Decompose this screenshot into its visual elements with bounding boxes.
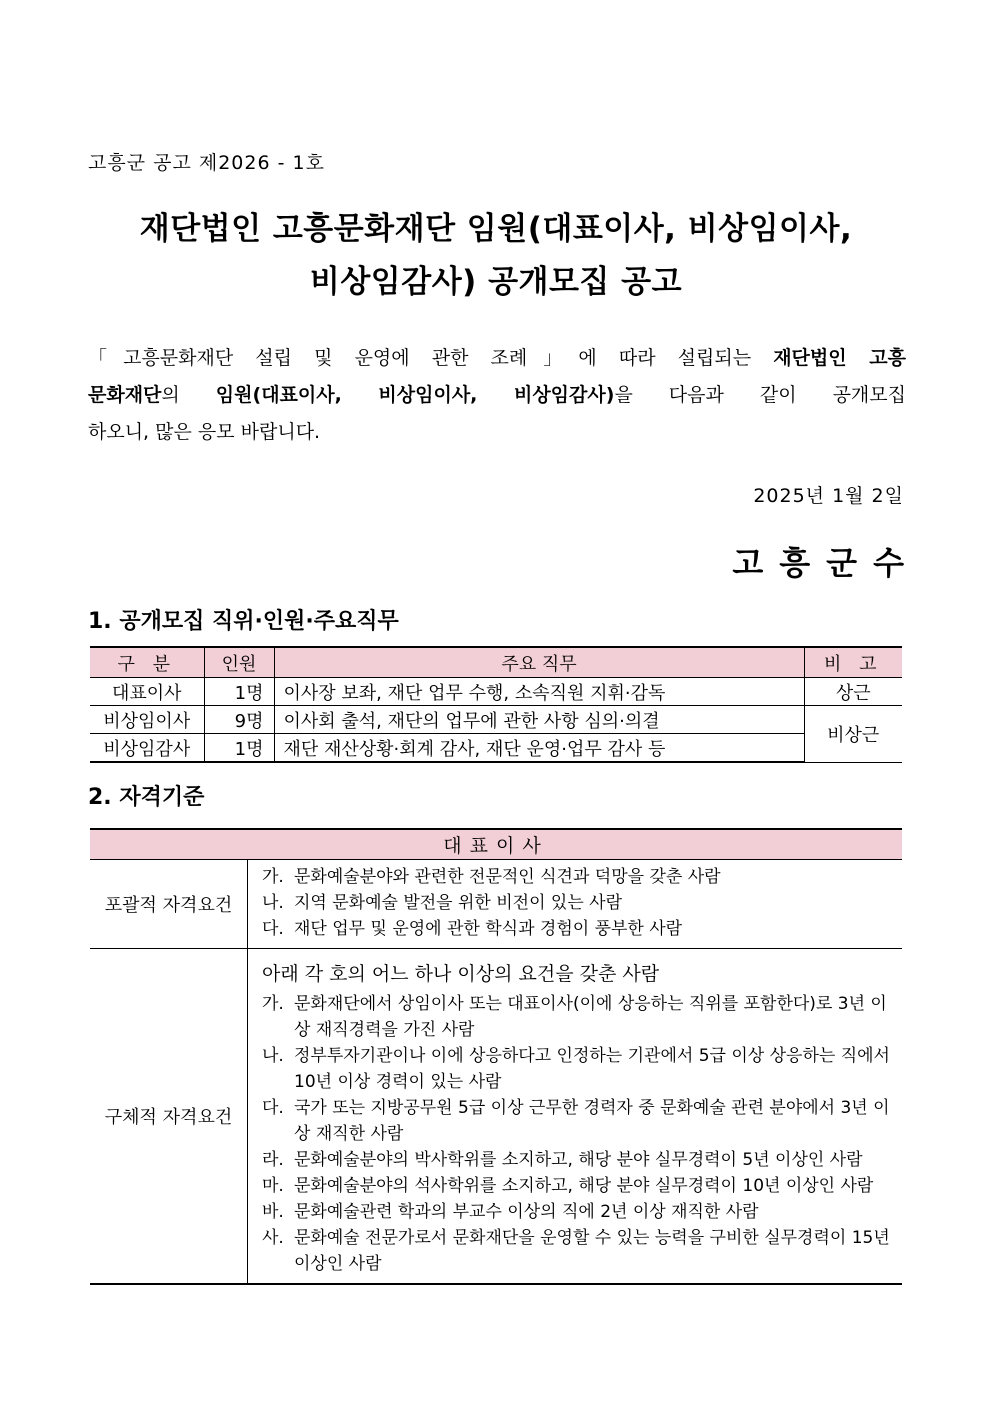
count-cell: 1명 <box>204 678 274 706</box>
column-header: 인원 <box>204 647 274 678</box>
column-header: 비 고 <box>804 647 902 678</box>
count-cell: 1명 <box>204 734 274 763</box>
section-1-heading: 1. 공개모집 직위·인원·주요직무 <box>88 609 399 634</box>
duty-cell: 이사회 출석, 재단의 업무에 관한 사항 심의·의결 <box>274 706 804 734</box>
intro-emphasis: 재단법인 고흥 <box>773 347 906 369</box>
item-text: 문화예술분야와 관련한 전문적인 식견과 덕망을 갖춘 사람 <box>294 867 721 887</box>
intro-text: 을 다음과 같이 공개모집 <box>614 384 906 406</box>
item-marker: 다. <box>262 919 284 939</box>
item-text: 재단 업무 및 운영에 관한 학식과 경험이 풍부한 사람 <box>294 919 683 939</box>
item-text: 문화예술 전문가로서 문화재단을 운영할 수 있는 능력을 구비한 실무경력이 15년 이상인 사람 <box>294 1228 890 1274</box>
table-row <box>90 706 902 734</box>
notice-date: 2025년 1월 2일 <box>753 485 904 507</box>
specific-requirements <box>248 949 903 1285</box>
title-line-1: 재단법인 고흥문화재단 임원(대표이사, 비상임이사, <box>139 211 853 247</box>
general-requirements-label: 포괄적 자격요건 <box>90 860 248 949</box>
item-marker: 다. <box>262 1098 284 1118</box>
title-line-2: 비상임감사) 공개모집 공고 <box>309 264 683 300</box>
count-cell: 9명 <box>204 706 274 734</box>
item-text: 문화예술분야의 석사학위를 소지하고, 해당 분야 실무경력이 10년 이상인 사람 <box>294 1176 874 1196</box>
intro-emphasis: 임원(대표이사, 비상임이사, 비상임감사) <box>215 384 615 406</box>
item-marker: 나. <box>262 1046 284 1066</box>
specific-requirements-label: 구체적 자격요건 <box>90 949 248 1285</box>
intro-text: 의 <box>161 384 216 406</box>
list-item <box>262 1095 892 1147</box>
intro-line-3: 하오니, 많은 응모 바랍니다. <box>88 421 321 443</box>
table-header-row <box>90 647 902 678</box>
position-cell: 비상임이사 <box>90 706 204 734</box>
qualifications-table <box>90 828 902 1285</box>
item-marker: 가. <box>262 994 284 1014</box>
list-item <box>262 1147 892 1173</box>
duty-cell: 이사장 보좌, 재단 업무 수행, 소속직원 지휘·감독 <box>274 678 804 706</box>
item-text: 국가 또는 지방공무원 5급 이상 근무한 경력자 중 문화예술 관련 분야에서 3년 이상 재직한 사람 <box>294 1098 890 1144</box>
list-item <box>262 864 892 890</box>
list-item <box>262 991 892 1043</box>
table-row <box>90 678 902 706</box>
list-item <box>262 1173 892 1199</box>
column-header: 주요 직무 <box>274 647 804 678</box>
signature: 고흥군수 <box>732 544 920 582</box>
positions-table <box>90 646 902 763</box>
table-row <box>90 734 902 763</box>
column-header: 구 분 <box>90 647 204 678</box>
item-marker: 나. <box>262 893 284 913</box>
item-text: 정부투자기관이나 이에 상응하다고 인정하는 기관에서 5급 이상 상응하는 직에서 10년 이상 경력이 있는 사람 <box>294 1046 890 1092</box>
item-marker: 가. <box>262 867 284 887</box>
item-text: 문화재단에서 상임이사 또는 대표이사(이에 상응하는 직위를 포함한다)로 3년 이상 재직경력을 가진 사람 <box>294 994 887 1040</box>
table-title: 대표이사 <box>90 829 902 860</box>
position-cell: 비상임감사 <box>90 734 204 763</box>
item-marker: 마. <box>262 1176 284 1196</box>
notice-number: 고흥군 공고 제2026 - 1호 <box>88 152 325 174</box>
table-row <box>90 949 902 1285</box>
item-marker: 바. <box>262 1202 284 1222</box>
note-cell: 비상근 <box>804 706 902 763</box>
requirements-lead: 아래 각 호의 어느 하나 이상의 요건을 갖춘 사람 <box>262 963 660 985</box>
duty-cell: 재단 재산상황·회계 감사, 재단 운영·업무 감사 등 <box>274 734 804 763</box>
intro-line-2 <box>88 377 906 414</box>
section-2-heading: 2. 자격기준 <box>88 785 205 810</box>
intro-line-1 <box>88 340 906 377</box>
item-marker: 라. <box>262 1150 284 1170</box>
item-text: 문화예술관련 학과의 부교수 이상의 직에 2년 이상 재직한 사람 <box>294 1202 759 1222</box>
list-item <box>262 890 892 916</box>
intro-emphasis: 문화재단 <box>88 384 162 406</box>
intro-text: 「고흥문화재단 설립 및 운영에 관한 조례」에 따라 설립되는 <box>88 347 774 369</box>
list-item <box>262 916 892 942</box>
list-item <box>262 1199 892 1225</box>
note-cell: 상근 <box>804 678 902 706</box>
position-cell: 대표이사 <box>90 678 204 706</box>
item-text: 문화예술분야의 박사학위를 소지하고, 해당 분야 실무경력이 5년 이상인 사람 <box>294 1150 863 1170</box>
item-text: 지역 문화예술 발전을 위한 비전이 있는 사람 <box>294 893 623 913</box>
general-requirements <box>248 860 903 949</box>
list-item <box>262 1225 892 1277</box>
list-item <box>262 1043 892 1095</box>
table-header-row <box>90 829 902 860</box>
item-marker: 사. <box>262 1228 284 1248</box>
table-row <box>90 860 902 949</box>
intro-paragraph <box>88 340 906 451</box>
